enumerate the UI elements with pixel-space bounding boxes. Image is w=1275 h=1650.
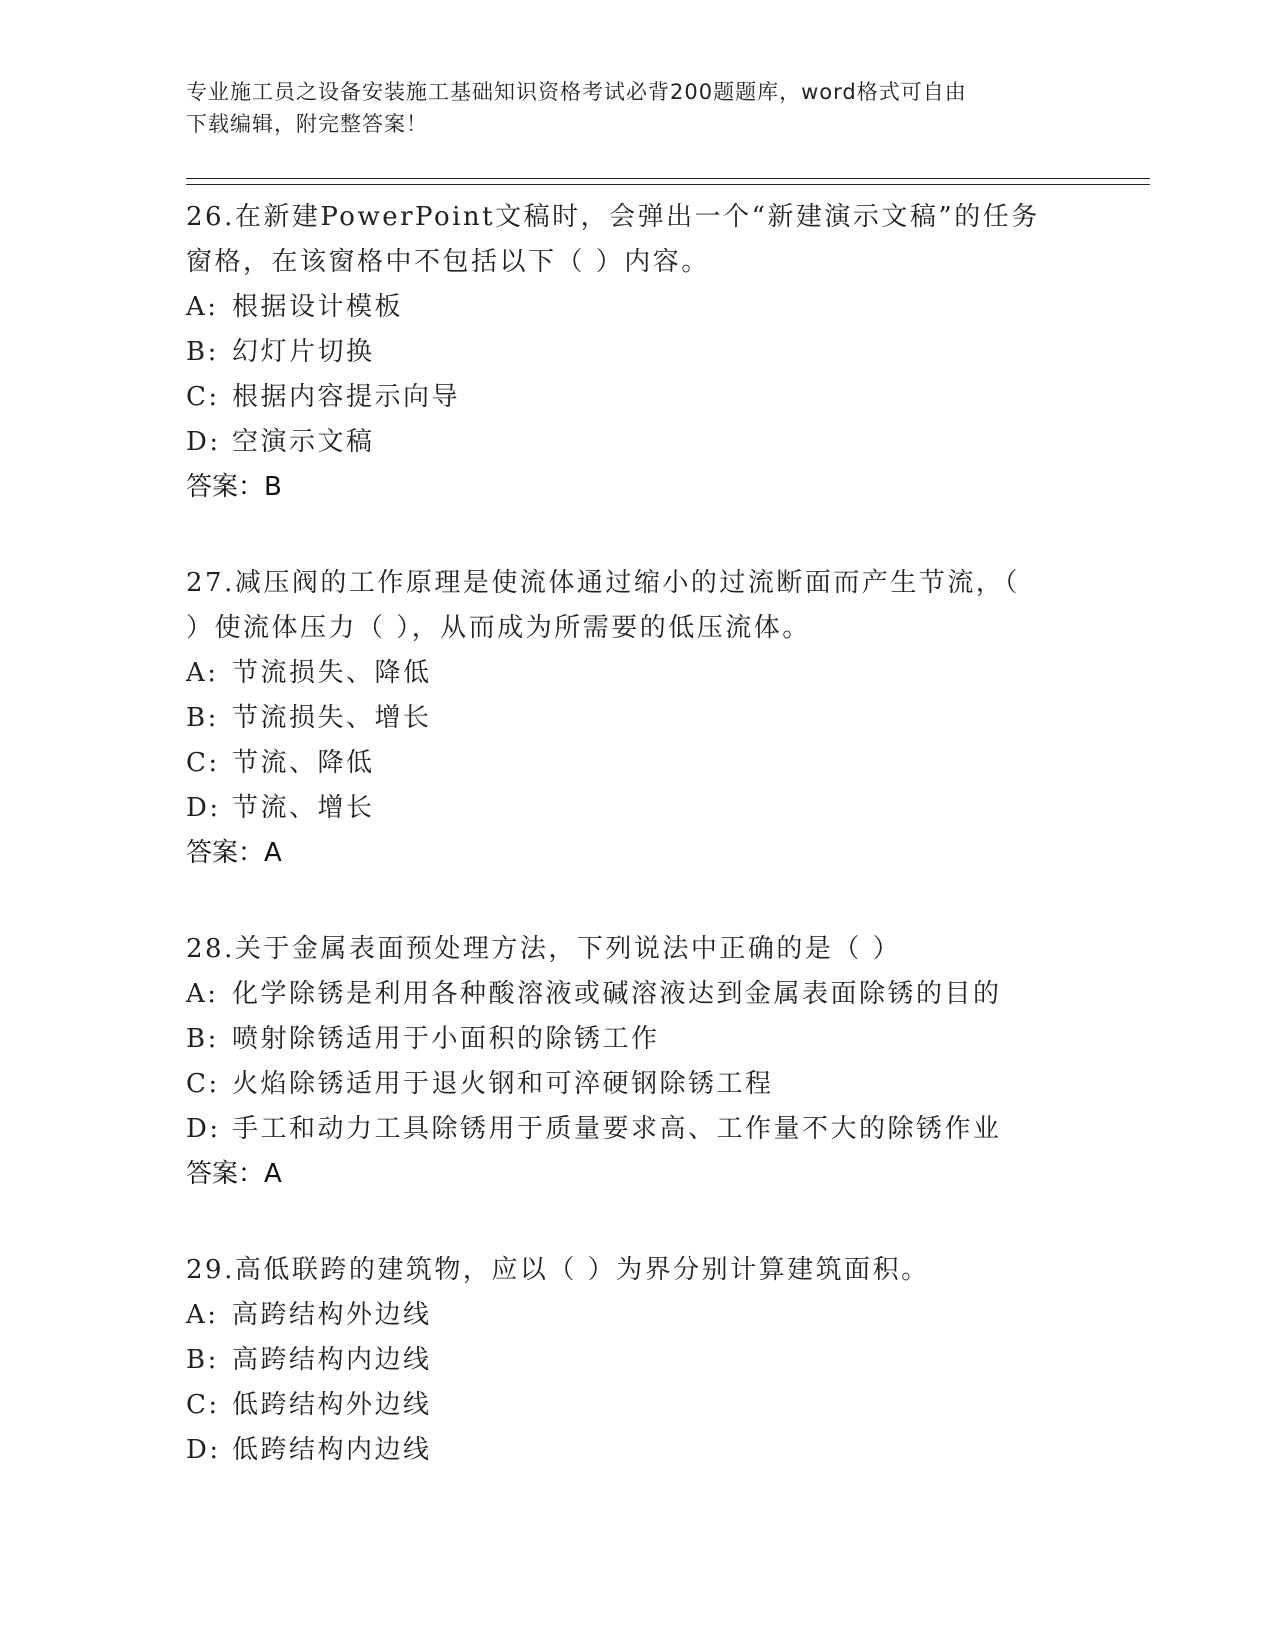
document-header xyxy=(186,76,1066,140)
option-d xyxy=(186,1428,1086,1473)
option-text: 根据内容提示向导 xyxy=(232,382,461,412)
option-text: 空演示文稿 xyxy=(232,427,375,457)
question-29 xyxy=(186,1248,1086,1473)
header-rule-bottom xyxy=(186,184,1150,185)
option-b xyxy=(186,696,1086,741)
option-b xyxy=(186,1338,1086,1383)
option-label: A: xyxy=(186,1300,219,1330)
option-c xyxy=(186,375,1086,420)
option-label: D: xyxy=(186,1114,221,1144)
option-label: C: xyxy=(186,1390,220,1420)
option-label: B: xyxy=(186,703,219,733)
answer-text: 答案：A xyxy=(186,1159,282,1189)
option-text: 喷射除锈适用于小面积的除锈工作 xyxy=(232,1024,660,1054)
option-label: A: xyxy=(186,979,219,1009)
option-label: B: xyxy=(186,1345,219,1375)
question-text-line-2: 窗格，在该窗格中不包括以下（ ）内容。 xyxy=(186,247,710,277)
option-d xyxy=(186,1107,1086,1152)
option-label: C: xyxy=(186,748,220,778)
question-text-line-1: 29.高低联跨的建筑物，应以（ ）为界分别计算建筑面积。 xyxy=(186,1255,930,1285)
header-line-1: 专业施工员之设备安装施工基础知识资格考试必背200题题库，word格式可自由 xyxy=(186,80,967,104)
option-a xyxy=(186,972,1086,1017)
option-a xyxy=(186,285,1086,330)
question-27 xyxy=(186,561,1086,876)
question-text-line-1: 28.关于金属表面预处理方法，下列说法中正确的是（ ） xyxy=(186,934,902,964)
answer-text: 答案：A xyxy=(186,838,282,868)
option-label: C: xyxy=(186,1069,220,1099)
option-text: 高跨结构外边线 xyxy=(232,1300,432,1330)
option-label: B: xyxy=(186,1024,219,1054)
header-line-2: 下载编辑，附完整答案！ xyxy=(186,112,428,136)
question-text-line-1: 27.减压阀的工作原理是使流体通过缩小的过流断面而产生节流，（ xyxy=(186,568,1020,598)
option-c xyxy=(186,1383,1086,1428)
option-d xyxy=(186,420,1086,465)
option-text: 节流、增长 xyxy=(232,793,375,823)
question-28 xyxy=(186,927,1086,1197)
option-text: 手工和动力工具除锈用于质量要求高、工作量不大的除锈作业 xyxy=(232,1114,1002,1144)
header-rule-top xyxy=(186,178,1150,179)
option-label: B: xyxy=(186,337,219,367)
option-text: 低跨结构内边线 xyxy=(232,1435,432,1465)
option-a xyxy=(186,1293,1086,1338)
option-c xyxy=(186,1062,1086,1107)
option-label: C: xyxy=(186,382,220,412)
option-text: 节流损失、降低 xyxy=(232,658,432,688)
option-a xyxy=(186,651,1086,696)
option-text: 节流、降低 xyxy=(232,748,375,778)
question-26 xyxy=(186,195,1086,510)
question-list xyxy=(186,195,1086,1473)
option-label: A: xyxy=(186,658,219,688)
option-c xyxy=(186,741,1086,786)
option-b xyxy=(186,330,1086,375)
answer-text: 答案：B xyxy=(186,472,282,502)
option-text: 化学除锈是利用各种酸溶液或碱溶液达到金属表面除锈的目的 xyxy=(232,979,1002,1009)
option-text: 节流损失、增长 xyxy=(232,703,432,733)
option-label: D: xyxy=(186,427,221,457)
option-label: D: xyxy=(186,1435,221,1465)
option-text: 根据设计模板 xyxy=(232,292,404,322)
option-d xyxy=(186,786,1086,831)
option-b xyxy=(186,1017,1086,1062)
option-text: 低跨结构外边线 xyxy=(232,1390,432,1420)
option-text: 高跨结构内边线 xyxy=(232,1345,432,1375)
option-text: 幻灯片切换 xyxy=(232,337,375,367)
question-text-line-2: ）使流体压力（ ），从而成为所需要的低压流体。 xyxy=(186,613,811,643)
option-label: D: xyxy=(186,793,221,823)
question-text-line-1: 26.在新建PowerPoint文稿时，会弹出一个“新建演示文稿”的任务 xyxy=(186,202,1040,232)
option-text: 火焰除锈适用于退火钢和可淬硬钢除锈工程 xyxy=(232,1069,774,1099)
option-label: A: xyxy=(186,292,219,322)
